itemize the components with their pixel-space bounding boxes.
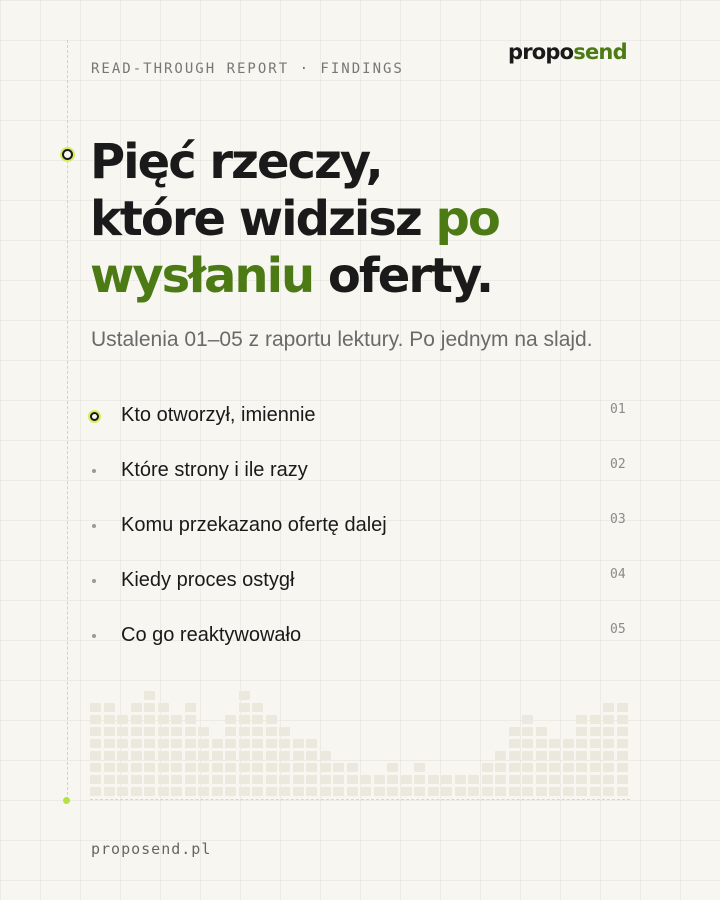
- decorative-bar-cell: [131, 787, 142, 796]
- decorative-bar-cell: [185, 727, 196, 736]
- decorative-bar-cell: [387, 763, 398, 772]
- decorative-bar-cell: [522, 763, 533, 772]
- decorative-bar-cell: [509, 763, 520, 772]
- decorative-bar-cell: [360, 787, 371, 796]
- decorative-bar-cell: [252, 727, 263, 736]
- decorative-bar-cell: [603, 751, 614, 760]
- decorative-bar-cell: [293, 775, 304, 784]
- decorative-bar-cell: [185, 751, 196, 760]
- decorative-bar-cell: [293, 787, 304, 796]
- decorative-bar-cell: [495, 787, 506, 796]
- decorative-bar-cell: [617, 715, 628, 724]
- decorative-bar-cell: [563, 787, 574, 796]
- decorative-bar-cell: [185, 775, 196, 784]
- decorative-bar-cell: [144, 751, 155, 760]
- decorative-bar-cell: [603, 787, 614, 796]
- finding-item: [0, 390, 720, 445]
- decorative-bar-cell: [252, 763, 263, 772]
- decorative-bar-cell: [171, 787, 182, 796]
- decorative-bar-cell: [387, 775, 398, 784]
- decorative-bar-cell: [590, 763, 601, 772]
- decorative-bar-cell: [131, 703, 142, 712]
- decorative-bar-cell: [266, 751, 277, 760]
- logo: [508, 40, 627, 64]
- decorative-bar-cell: [117, 775, 128, 784]
- decorative-bar-cell: [563, 775, 574, 784]
- decorative-bar-cell: [117, 763, 128, 772]
- decorative-bar-cell: [509, 739, 520, 748]
- decorative-bar-cell: [104, 739, 115, 748]
- decorative-bar-cell: [239, 739, 250, 748]
- bullet-icon: [90, 412, 99, 421]
- decorative-bar-cell: [104, 787, 115, 796]
- decorative-bar-cell: [131, 775, 142, 784]
- decorative-bar-cell: [90, 715, 101, 724]
- decorative-bar-cell: [563, 751, 574, 760]
- decorative-bar-cell: [549, 739, 560, 748]
- decorative-bar-cell: [333, 787, 344, 796]
- decorative-bar-cell: [522, 751, 533, 760]
- decorative-bar-cell: [495, 751, 506, 760]
- decorative-bar-cell: [117, 751, 128, 760]
- decorative-bar-cell: [320, 787, 331, 796]
- decorative-bar-cell: [185, 787, 196, 796]
- decorative-bar-cell: [252, 787, 263, 796]
- decorative-bar-cell: [90, 727, 101, 736]
- decorative-bar-cell: [90, 775, 101, 784]
- decorative-bar-cell: [536, 787, 547, 796]
- finding-number: 03: [610, 512, 626, 527]
- decorative-bar-cell: [144, 739, 155, 748]
- decorative-bar-cell: [387, 787, 398, 796]
- decorative-bar-cell: [455, 775, 466, 784]
- decorative-bar-cell: [320, 775, 331, 784]
- bullet-icon: [92, 634, 96, 638]
- decorative-bar-cell: [428, 787, 439, 796]
- decorative-bar-cell: [576, 763, 587, 772]
- decorative-bar-cell: [576, 727, 587, 736]
- decorative-bar-cell: [279, 739, 290, 748]
- decorative-bar-cell: [279, 763, 290, 772]
- decorative-bar-cell: [549, 751, 560, 760]
- decorative-bar-cell: [617, 703, 628, 712]
- decorative-bar-cell: [158, 787, 169, 796]
- decorative-bar-cell: [144, 763, 155, 772]
- decorative-bar-cell: [131, 739, 142, 748]
- finding-label: Co go reaktywowało: [121, 624, 302, 646]
- decorative-bar-cell: [482, 787, 493, 796]
- decorative-bar-cell: [509, 727, 520, 736]
- decorative-bar-cell: [266, 787, 277, 796]
- decorative-bar-cell: [171, 727, 182, 736]
- decorative-bar-cell: [603, 727, 614, 736]
- decorative-bar-cell: [536, 739, 547, 748]
- decorative-bar-cell: [171, 739, 182, 748]
- decorative-bar-cell: [252, 703, 263, 712]
- decorative-bar-cell: [90, 739, 101, 748]
- decorative-bar-cell: [590, 787, 601, 796]
- decorative-bar-cell: [239, 691, 250, 700]
- decorative-bar-cell: [590, 727, 601, 736]
- decorative-bar-cell: [158, 763, 169, 772]
- decorative-bar-cell: [117, 787, 128, 796]
- decorative-bar-cell: [225, 739, 236, 748]
- decorative-bar-cell: [522, 775, 533, 784]
- decorative-bar-cell: [198, 727, 209, 736]
- decorative-bar-cell: [576, 739, 587, 748]
- decorative-bar-cell: [563, 763, 574, 772]
- decorative-bar-cell: [158, 715, 169, 724]
- decorative-bar-cell: [333, 763, 344, 772]
- decorative-bar-cell: [239, 751, 250, 760]
- decorative-bar-cell: [603, 739, 614, 748]
- decorative-bar-cell: [171, 775, 182, 784]
- decorative-bar-cell: [279, 787, 290, 796]
- finding-item: [0, 610, 720, 665]
- decorative-bar-cell: [117, 739, 128, 748]
- decorative-bar-cell: [549, 787, 560, 796]
- decorative-bar-cell: [536, 763, 547, 772]
- decorative-bar-cell: [104, 727, 115, 736]
- decorative-bar-cell: [522, 787, 533, 796]
- decorative-bar-cell: [603, 775, 614, 784]
- decorative-bar-cell: [144, 727, 155, 736]
- decorative-bar-cell: [576, 751, 587, 760]
- decorative-bar-cell: [590, 751, 601, 760]
- decorative-bar-cell: [347, 763, 358, 772]
- decorative-bar-cell: [279, 727, 290, 736]
- decorative-bar-cell: [306, 739, 317, 748]
- decorative-bar-cell: [266, 727, 277, 736]
- decorative-bar-cell: [252, 739, 263, 748]
- decorative-bar-cell: [104, 715, 115, 724]
- decorative-bar-cell: [212, 739, 223, 748]
- decorative-bar-cell: [252, 751, 263, 760]
- subtitle: Ustalenia 01–05 z raportu lektury. Po jednym na slajd.: [91, 328, 593, 351]
- finding-label: Kiedy proces ostygł: [121, 569, 295, 591]
- decorative-bar-cell: [239, 763, 250, 772]
- decorative-bar-cell: [509, 775, 520, 784]
- decorative-bar-cell: [293, 763, 304, 772]
- decorative-bar-cell: [522, 715, 533, 724]
- timeline-node-top: [62, 149, 73, 160]
- decorative-bar-cell: [536, 727, 547, 736]
- finding-item: [0, 445, 720, 500]
- finding-label: Komu przekazano ofertę dalej: [121, 514, 387, 536]
- headline: [90, 134, 499, 305]
- decorative-bar-cell: [239, 715, 250, 724]
- decorative-bar-cell: [468, 775, 479, 784]
- decorative-bar-cell: [185, 703, 196, 712]
- decorative-bar-cell: [603, 763, 614, 772]
- decorative-bar-cell: [90, 751, 101, 760]
- decorative-bar-cell: [414, 775, 425, 784]
- decorative-bar-cell: [171, 715, 182, 724]
- decorative-bar-cell: [441, 787, 452, 796]
- decorative-bar-cell: [90, 787, 101, 796]
- decorative-bar-cell: [522, 727, 533, 736]
- decorative-bar-cell: [347, 787, 358, 796]
- decorative-bar-cell: [158, 727, 169, 736]
- decorative-bar-cell: [468, 787, 479, 796]
- decorative-bar-cell: [509, 751, 520, 760]
- decorative-bar-cell: [482, 775, 493, 784]
- decorative-bar-cell: [306, 787, 317, 796]
- decorative-bar-cell: [131, 727, 142, 736]
- decorative-bar-cell: [522, 739, 533, 748]
- decorative-bar-cell: [306, 763, 317, 772]
- decorative-bar-cell: [212, 763, 223, 772]
- decorative-bar-cell: [131, 715, 142, 724]
- decorative-bar-cell: [266, 715, 277, 724]
- headline-line3-plain: oferty.: [313, 248, 493, 304]
- decorative-bar-cell: [252, 715, 263, 724]
- decorative-bar-cell: [104, 703, 115, 712]
- headline-line3-green: wysłaniu: [90, 248, 314, 304]
- decorative-bar-cell: [347, 775, 358, 784]
- decorative-bar-cell: [495, 763, 506, 772]
- finding-number: 04: [610, 567, 626, 582]
- decorative-bar-cell: [185, 739, 196, 748]
- decorative-bar-cell: [90, 763, 101, 772]
- decorative-bar-cell: [144, 775, 155, 784]
- decorative-bar-cell: [158, 775, 169, 784]
- bars-baseline: [90, 799, 630, 800]
- decorative-bar-cell: [212, 787, 223, 796]
- decorative-bar-cell: [117, 715, 128, 724]
- decorative-bar-cell: [144, 691, 155, 700]
- decorative-bar-cell: [266, 739, 277, 748]
- logo-text-part1: propo: [508, 40, 574, 64]
- decorative-bar-cell: [198, 763, 209, 772]
- decorative-bar-cell: [266, 775, 277, 784]
- decorative-bar-cell: [414, 787, 425, 796]
- decorative-bar-cell: [225, 763, 236, 772]
- decorative-bar-cell: [279, 775, 290, 784]
- decorative-bar-cell: [306, 775, 317, 784]
- decorative-bar-cell: [617, 763, 628, 772]
- decorative-bar-cell: [90, 703, 101, 712]
- decorative-bar-cell: [225, 751, 236, 760]
- bullet-icon: [92, 469, 96, 473]
- decorative-bar-cell: [617, 787, 628, 796]
- decorative-bar-cell: [576, 715, 587, 724]
- decorative-bar-cell: [590, 715, 601, 724]
- decorative-bar-cell: [617, 727, 628, 736]
- decorative-bar-cell: [225, 715, 236, 724]
- decorative-bar-cell: [455, 787, 466, 796]
- decorative-bar-cell: [549, 775, 560, 784]
- decorative-bar-cell: [428, 775, 439, 784]
- decorative-bar-cell: [158, 703, 169, 712]
- decorative-bar-cell: [536, 775, 547, 784]
- decorative-bar-cell: [212, 751, 223, 760]
- decorative-bar-cell: [320, 751, 331, 760]
- finding-item: [0, 555, 720, 610]
- decorative-bar-cell: [617, 739, 628, 748]
- decorative-bar-cell: [293, 739, 304, 748]
- decorative-bar-cell: [225, 727, 236, 736]
- decorative-bar-cell: [225, 775, 236, 784]
- decorative-bar-cell: [198, 775, 209, 784]
- decorative-bar-cell: [549, 763, 560, 772]
- bullet-icon: [92, 524, 96, 528]
- decorative-bar-cell: [617, 775, 628, 784]
- decorative-bar-cell: [185, 715, 196, 724]
- decorative-bar-cell: [603, 703, 614, 712]
- decorative-bar-cell: [563, 739, 574, 748]
- decorative-bar-cell: [171, 763, 182, 772]
- decorative-bar-cell: [293, 751, 304, 760]
- finding-number: 05: [610, 622, 626, 637]
- decorative-bar-cell: [576, 787, 587, 796]
- decorative-bar-cell: [279, 751, 290, 760]
- timeline-node-bottom: [63, 797, 70, 804]
- decorative-bar-cell: [320, 763, 331, 772]
- decorative-bar-cell: [158, 739, 169, 748]
- footer-url: proposend.pl: [91, 840, 212, 858]
- decorative-bar-cell: [239, 727, 250, 736]
- decorative-bar-cell: [144, 787, 155, 796]
- finding-label: Które strony i ile razy: [121, 459, 308, 481]
- decorative-bar-cell: [495, 775, 506, 784]
- headline-line1: Pięć rzeczy,: [90, 134, 382, 190]
- decorative-bar-cell: [158, 751, 169, 760]
- decorative-bar-cell: [131, 751, 142, 760]
- headline-line2-green: po: [435, 191, 499, 247]
- eyebrow-label: READ-THROUGH REPORT · FINDINGS: [91, 61, 404, 77]
- decorative-bar-cell: [590, 739, 601, 748]
- decorative-bar-cell: [509, 787, 520, 796]
- decorative-bar-cell: [104, 763, 115, 772]
- decorative-bar-cell: [266, 763, 277, 772]
- decorative-bar-cell: [225, 787, 236, 796]
- decorative-bar-cell: [333, 775, 344, 784]
- decorative-bar-cell: [198, 787, 209, 796]
- decorative-bar-cell: [414, 763, 425, 772]
- decorative-bar-cell: [144, 703, 155, 712]
- finding-number: 01: [610, 402, 626, 417]
- decorative-bar-cell: [401, 787, 412, 796]
- decorative-bar-cell: [198, 739, 209, 748]
- decorative-bar-cell: [374, 787, 385, 796]
- decorative-bar-cell: [104, 775, 115, 784]
- decorative-bar-cell: [360, 775, 371, 784]
- decorative-bar-cell: [536, 751, 547, 760]
- decorative-bar-cell: [239, 703, 250, 712]
- decorative-bar-cell: [171, 751, 182, 760]
- decorative-bar-cell: [401, 775, 412, 784]
- decorative-bar-cell: [603, 715, 614, 724]
- decorative-bar-cell: [212, 775, 223, 784]
- decorative-bar-cell: [185, 763, 196, 772]
- decorative-bar-cell: [239, 775, 250, 784]
- decorative-bar-cell: [617, 751, 628, 760]
- finding-number: 02: [610, 457, 626, 472]
- decorative-bar-cell: [306, 751, 317, 760]
- decorative-bar-cell: [374, 775, 385, 784]
- decorative-bar-cell: [198, 751, 209, 760]
- headline-line2-plain: które widzisz: [90, 191, 436, 247]
- decorative-bar-cell: [441, 775, 452, 784]
- logo-text-part2: send: [573, 40, 627, 64]
- decorative-bar-cell: [252, 775, 263, 784]
- decorative-bar-cell: [131, 763, 142, 772]
- finding-item: [0, 500, 720, 555]
- decorative-bar-cell: [482, 763, 493, 772]
- decorative-bar-cell: [239, 787, 250, 796]
- decorative-bar-pattern: [90, 690, 630, 800]
- decorative-bar-cell: [104, 751, 115, 760]
- decorative-bar-cell: [144, 715, 155, 724]
- finding-label: Kto otworzył, imiennie: [121, 404, 316, 426]
- decorative-bar-cell: [576, 775, 587, 784]
- decorative-bar-cell: [590, 775, 601, 784]
- decorative-bar-cell: [117, 727, 128, 736]
- bullet-icon: [92, 579, 96, 583]
